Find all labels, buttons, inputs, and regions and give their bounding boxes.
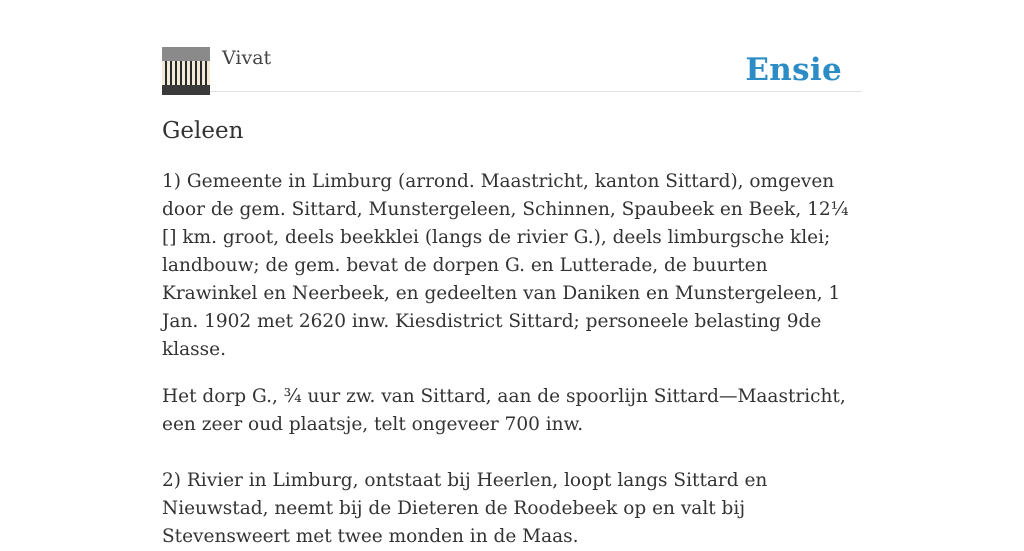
avatar-background bbox=[162, 47, 210, 61]
page-header bbox=[162, 0, 862, 92]
article-paragraph-1: 1) Gemeente in Limburg (arrond. Maastricht, kanton Sittard), omgeven door de gem. Sittard, Munstergeleen, Schinnen, Spaubeek en Beek, 12¼ [] km. groot, deels beekklei (langs de rivier G.), deels limburgsche klei; landbouw; de gem. bevat de dorpen G. en Lutterade, de buurten Krawinkel en Neerbeek, en gedeelten van Daniken en Munstergeleen, 1 Jan. 1902 met 2620 inw. Kiesdistrict Sittard; personeele belasting 9de klasse. bbox=[162, 171, 849, 360]
article-paragraph-3: 2) Rivier in Limburg, ontstaat bij Heerlen, loopt langs Sittard en Nieuwstad, neemt bij de Dieteren de Roodebeek op en valt bij Stevensweert met twee monden in de Maas. bbox=[162, 470, 768, 547]
article-title: Geleen bbox=[162, 118, 244, 144]
brand-logo-link[interactable]: Ensie bbox=[745, 52, 842, 88]
avatar-shadow bbox=[162, 85, 210, 95]
page-container bbox=[162, 0, 862, 551]
article-paragraph-2: Het dorp G., ¾ uur zw. van Sittard, aan de spoorlijn Sittard—Maastricht, een zeer oud plaatsje, telt ongeveer 700 inw. bbox=[162, 386, 846, 435]
typewriter-keys-avatar-icon bbox=[162, 61, 210, 85]
author-name-link[interactable]: Vivat bbox=[222, 47, 272, 69]
avatar[interactable] bbox=[162, 47, 210, 95]
